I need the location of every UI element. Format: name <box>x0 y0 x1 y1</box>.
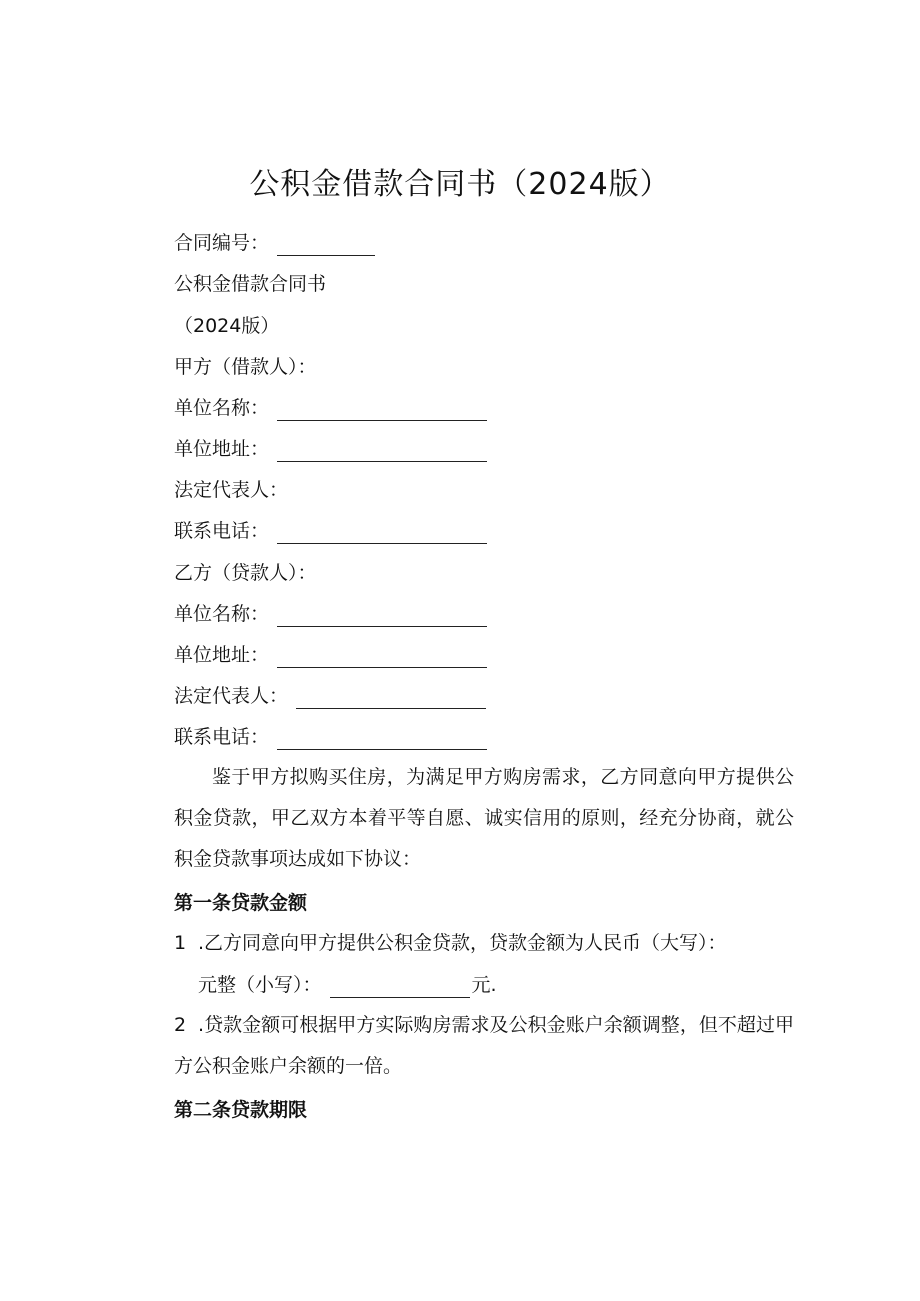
party-a-phone-line <box>174 518 487 544</box>
contract-number-label: 合同编号： <box>174 232 270 254</box>
document-title: 公积金借款合同书（2024版） <box>249 167 671 202</box>
party-a-unit-name-blank[interactable] <box>277 398 487 421</box>
party-a-phone-label: 联系电话： <box>174 520 270 542</box>
party-b-phone-blank[interactable] <box>277 727 487 750</box>
article-1-item-1-small-line <box>198 972 497 998</box>
party-b-phone-line <box>174 724 487 750</box>
article-1-item-1 <box>174 923 794 964</box>
party-a-heading: 甲方（借款人）： <box>174 356 317 378</box>
party-b-unit-address-line <box>174 642 487 668</box>
party-b-legal-rep-blank[interactable] <box>296 686 486 709</box>
article-1-heading: 第一条贷款金额 <box>174 892 308 914</box>
party-a-unit-address-blank[interactable] <box>277 439 487 462</box>
contract-number-line <box>174 230 375 256</box>
party-b-legal-rep-line <box>174 683 486 709</box>
party-b-legal-rep-label: 法定代表人： <box>174 685 289 707</box>
subtitle-line <box>174 271 326 297</box>
preamble-paragraph: 鉴于甲方拟购买住房，为满足甲方购房需求，乙方同意向甲方提供公积金贷款，甲乙双方本着平等自愿、诚实信用的原则，经充分协商，就公积金贷款事项达成如下协议： <box>174 766 794 870</box>
document-subtitle: 公积金借款合同书 <box>174 273 327 295</box>
article-1-item-2-text: .贷款金额可根据甲方实际购房需求及公积金账户余额调整，但不超过甲方公积金账户余额的一倍。 <box>174 1014 794 1077</box>
article-1-item-2-number: 2 <box>174 1014 187 1036</box>
party-b-unit-address-blank[interactable] <box>277 645 487 668</box>
party-a-unit-name-line <box>174 395 487 421</box>
party-a-unit-address-line <box>174 436 487 462</box>
party-a-legal-rep-line <box>174 477 288 503</box>
article-1-small-amount-blank[interactable] <box>330 975 470 998</box>
party-a-unit-address-label: 单位地址： <box>174 438 270 460</box>
party-b-unit-name-label: 单位名称： <box>174 603 270 625</box>
party-b-heading-line <box>174 560 317 586</box>
article-1-small-label: 元整（小写）： <box>198 974 322 996</box>
party-b-phone-label: 联系电话： <box>174 726 270 748</box>
party-a-legal-rep-label: 法定代表人： <box>174 479 289 501</box>
contract-number-blank[interactable] <box>277 233 375 256</box>
party-b-unit-address-label: 单位地址： <box>174 644 270 666</box>
article-2-heading: 第二条贷款期限 <box>174 1099 308 1121</box>
article-1-item-1-text: .乙方同意向甲方提供公积金贷款，贷款金额为人民币（大写）： <box>198 932 727 954</box>
party-a-heading-line <box>174 354 317 380</box>
edition-line <box>174 313 279 339</box>
document-edition: （2024版） <box>174 315 280 337</box>
article-1-item-1-number: 1 <box>174 932 187 954</box>
party-b-unit-name-blank[interactable] <box>277 604 487 627</box>
article-1-small-unit: 元. <box>471 974 497 996</box>
party-a-unit-name-label: 单位名称： <box>174 397 270 419</box>
party-b-unit-name-line <box>174 601 487 627</box>
party-a-phone-blank[interactable] <box>277 521 487 544</box>
party-b-heading: 乙方（贷款人）： <box>174 562 317 584</box>
article-1-item-2 <box>174 1005 794 1087</box>
